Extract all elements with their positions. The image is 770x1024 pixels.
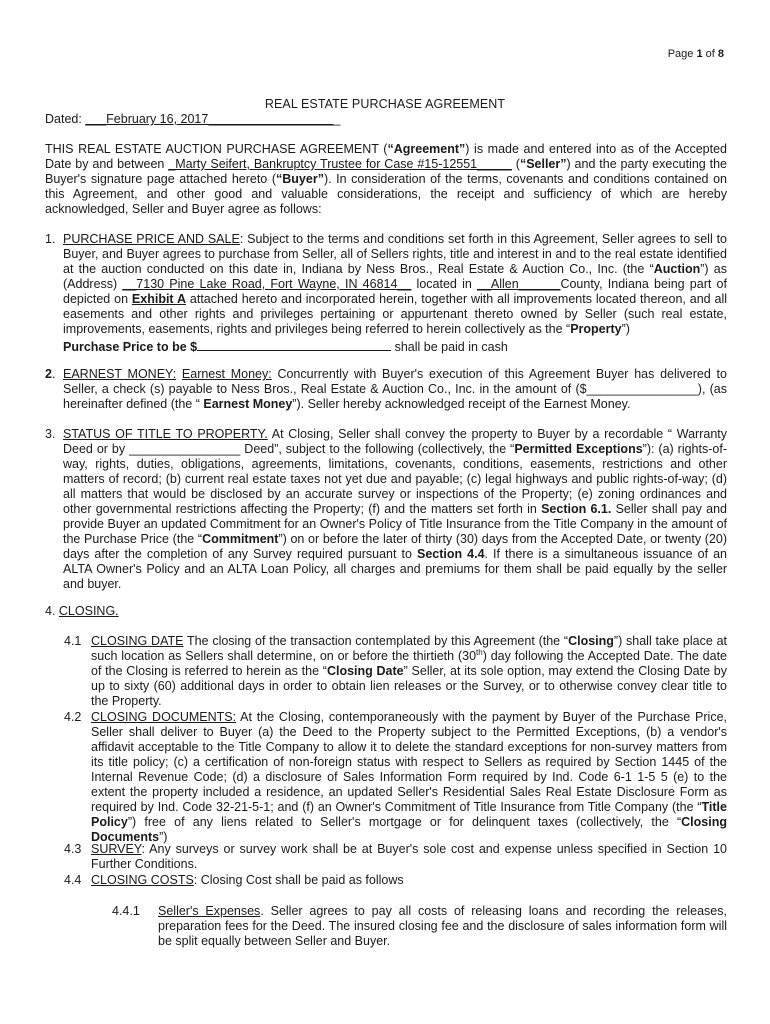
dated-line: Dated: ___February 16, 2017___________________ bbox=[45, 112, 341, 126]
section-4-4-1-seller-expenses: 4.4.1 Seller's Expenses. Seller agrees to pay all costs of releasing loans and recording the releases, preparation fees for the Deed. The insured closing fee and the disclosure of sales information form will be split equally between Seller and Buyer. bbox=[112, 904, 727, 948]
section-1-heading: PURCHASE PRICE AND SALE bbox=[63, 232, 240, 246]
intro-paragraph: THIS REAL ESTATE AUCTION PURCHASE AGREEMENT (“Agreement”) is made and entered into as of the Accepted Date by and between _Marty Seifert, Bankruptcy Trustee for Case #15-12551_____ (“Seller”) and the party executing the Buyer's signature page attached hereto (“Buyer”). In consideration of the terms, covenants and conditions contained on this Agreement, and other good and valuable considerations, the receipt and sufficiency of which are hereby acknowledged, Seller and Buyer agree as follows: bbox=[45, 142, 727, 216]
section-4-heading: CLOSING. bbox=[58, 604, 119, 618]
document-title: REAL ESTATE PURCHASE AGREEMENT bbox=[264, 97, 506, 111]
section-4-4-closing-costs: 4.4 CLOSING COSTS: Closing Cost shall be paid as follows bbox=[64, 873, 404, 887]
section-2-earnest-money: 2. EARNEST MONEY: Earnest Money: Concurrently with Buyer's execution of this Agreement Buyer has delivered to Seller, a check (s) payable to Ness Bros., Real Estate & Auction Co., Inc. in the amount of ($________________), (as hereinafter defined (the “ Earnest Money”). Seller hereby acknowledged receipt of the Earnest Money. bbox=[45, 367, 727, 411]
section-4-heading-line: 4. CLOSING. bbox=[45, 604, 119, 618]
property-address: __7130 Pine Lake Road, Fort Wayne, IN 46814__ bbox=[122, 277, 412, 291]
section-4-1-closing-date: 4.1 CLOSING DATE The closing of the transaction contemplated by this Agreement (the “Closing”) shall take place at such location as Sellers shall determine, on or before the thirtieth (30th) day following the Accepted Date. The date of the Closing is referred to herein as the “Closing Date” Seller, at its sole option, may extend the Closing Date by up to sixty (60) additional days in order to obtain lien releases or the Survey, or to otherwise convey clear title to the Property. bbox=[64, 634, 728, 708]
section-1-purchase-price: 1. PURCHASE PRICE AND SALE: Subject to the terms and conditions set forth in this Agreement, Seller agrees to sell to Buyer, and Buyer agrees to purchase from Seller, all of Sellers rights, title and interest in and to the real estate identified at the auction conducted on this date in, Indiana by Ness Bros., Real Estate & Auction Co., Inc. (the “Auction”) as (Address) __7130 Pine Lake Road, Fort Wayne, IN 46814__ located in __Allen______County, Indiana being part of depicted on Exhibit A attached hereto and incorporated herein, together with all improvements located thereon, and all easements and other rights and privileges pertaining or appurtenant thereto owned by Seller (such real estate, improvements, easements, rights and privileges being referred to herein collectively as the “Property”) Purchase Price to be $ shall be paid in cash bbox=[45, 232, 728, 354]
property-county: __Allen______ bbox=[477, 277, 561, 291]
dated-value: February 16, 2017 bbox=[106, 112, 209, 126]
seller-name: _Marty Seifert, Bankruptcy Trustee for Case #15-12551_____ bbox=[168, 157, 512, 171]
page-number: Page 1 of 8 bbox=[667, 48, 724, 60]
deed-type-blank: ________________ bbox=[129, 442, 241, 456]
purchase-price-blank bbox=[197, 339, 391, 351]
section-4-2-closing-documents: 4.2 CLOSING DOCUMENTS: At the Closing, contemporaneously with the payment by Buyer of the Purchase Price, Seller shall deliver to Buyer (a) the Deed to the Property subject to the Permitted Exceptions, (b) a vendor's affidavit acceptable to the Title Company to allow it to delete the standard exceptions for non-survey matters from its title policy; (c) a certification of non-foreign status with respect to Sellers as required by Section 1445 of the Internal Revenue Code; (d) a disclosure of Sales Information Form required by Ind. Code 6-1 1-5 5 (e) to the extent the property included a residence, an updated Seller's Residential Sales Real Estate Disclosure Form as required by Ind. Code 32-21-5-1; and (f) an Owner's Commitment of Title Insurance from Title Company (the “Title Policy”) free of any liens related to Seller's mortgage or for delinquent taxes (collectively, the “Closing Documents”) bbox=[64, 710, 727, 844]
purchase-price-line: Purchase Price to be $ shall be paid in cash bbox=[63, 340, 508, 354]
section-3-title-status: 3. STATUS OF TITLE TO PROPERTY. At Closing, Seller shall convey the property to Buyer by a recordable “ Warranty Deed or by ________________ Deed”, subject to the following (collectively, the “Permitted Exceptions”): (a) rights-of-way, rights, duties, obligations, agreements, limitations, covenants, conditions, easements, restrictions and other matters of record; (b) current real estate taxes not yet due and payable; (c) legal highways and public rights-of-way; (d) all matters that would be disclosed by an accurate survey or inspections of the Property; (e) zoning ordinances and other governmental restrictions affecting the Property; (f) and the matters set forth in Section 6.1. Seller shall pay and provide Buyer an updated Commitment for an Owner's Policy of Title Insurance from the Title Company in the amount of the Purchase Price (the “Commitment”) on or before the later of thirty (30) days from the Accepted Date, or twenty (20) days after the completion of any Survey required pursuant to Section 4.4. If there is a simultaneous issuance of an ALTA Owner's Policy and an ALTA Loan Policy, all charges and premiums for them shall be paid equally by the seller and buyer. bbox=[45, 427, 728, 591]
section-2-heading: EARNEST MONEY: bbox=[63, 367, 177, 381]
section-4-3-survey: 4.3 SURVEY: Any surveys or survey work shall be at Buyer's sole cost and expense unless specified in Section 10 Further Conditions. bbox=[64, 842, 727, 871]
earnest-amount-blank: ________________ bbox=[586, 382, 698, 396]
section-3-heading: STATUS OF TITLE TO PROPERTY. bbox=[63, 427, 268, 441]
